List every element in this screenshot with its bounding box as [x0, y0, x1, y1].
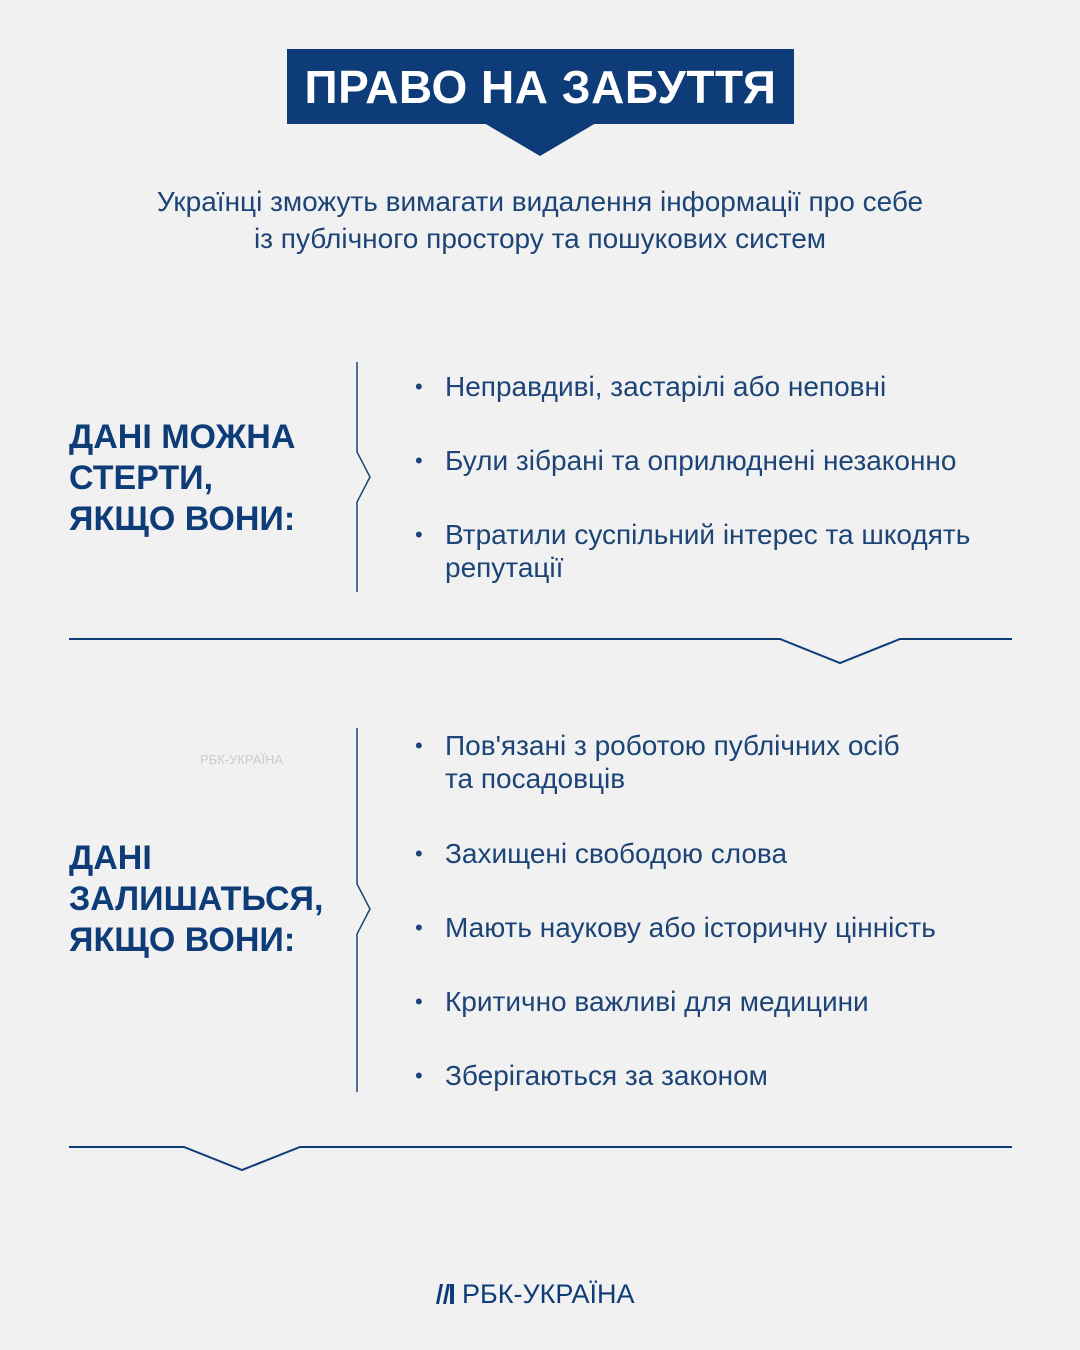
list-item-text: Мають наукову або історичну цінність: [445, 912, 936, 943]
section-delete-heading: [69, 417, 295, 540]
heading-line: ЗАЛИШАТЬСЯ,: [69, 880, 324, 918]
bullet-dot: •: [415, 448, 423, 473]
list-item-text: [445, 729, 1035, 795]
bullet-dot: •: [415, 522, 423, 547]
watermark: [200, 752, 320, 767]
bullet-dot: •: [415, 1063, 423, 1088]
logo-text: РБК-УКРАЇНА: [462, 1278, 635, 1309]
section-keep-bracket: [350, 728, 374, 1094]
title-pointer-shape: [484, 123, 596, 157]
page-title-box: [287, 49, 794, 124]
heading-line: ЯКЩО ВОНИ:: [69, 500, 296, 538]
list-item-text: Неправдиві, застарілі або неповні: [445, 371, 887, 402]
list-item-text: Критично важливі для медицини: [445, 986, 869, 1017]
list-item-line: репутації: [445, 552, 564, 583]
bullet-dot: •: [415, 733, 423, 758]
watermark-text: РБК-УКРАЇНА: [200, 752, 284, 767]
section-delete-bracket: [350, 362, 374, 594]
page-title: ПРАВО НА ЗАБУТТЯ: [304, 60, 777, 113]
subtitle-line-1: Українці зможуть вимагати видалення інформації про себе: [156, 186, 924, 217]
section-keep-heading: [69, 838, 323, 961]
bullet-dot: •: [415, 841, 423, 866]
logo-bars-icon: [434, 1283, 456, 1305]
footer-logo: [434, 1279, 635, 1309]
bullet-dot: •: [415, 374, 423, 399]
heading-line: СТЕРТИ,: [69, 459, 214, 497]
heading-line: ЯКЩО ВОНИ:: [69, 921, 296, 959]
subtitle-line-2: із публічного простору та пошукових систем: [253, 223, 827, 254]
list-item-line: Втратили суспільний інтерес та шкодять: [445, 519, 971, 550]
heading-line: ДАНІ: [69, 839, 152, 877]
list-item-text: Були зібрані та оприлюднені незаконно: [445, 445, 957, 476]
heading-line: ДАНІ МОЖНА: [69, 418, 296, 456]
bullet-dot: •: [415, 989, 423, 1014]
list-item-text: Захищені свободою слова: [445, 838, 788, 869]
list-item-text: Зберігаються за законом: [445, 1060, 768, 1091]
bullet-dot: •: [415, 915, 423, 940]
list-item-text: [445, 518, 1035, 584]
list-item-line: Пов'язані з роботою публічних осіб: [445, 730, 900, 761]
subtitle: [60, 183, 1020, 257]
list-item-line: та посадовців: [445, 763, 626, 794]
